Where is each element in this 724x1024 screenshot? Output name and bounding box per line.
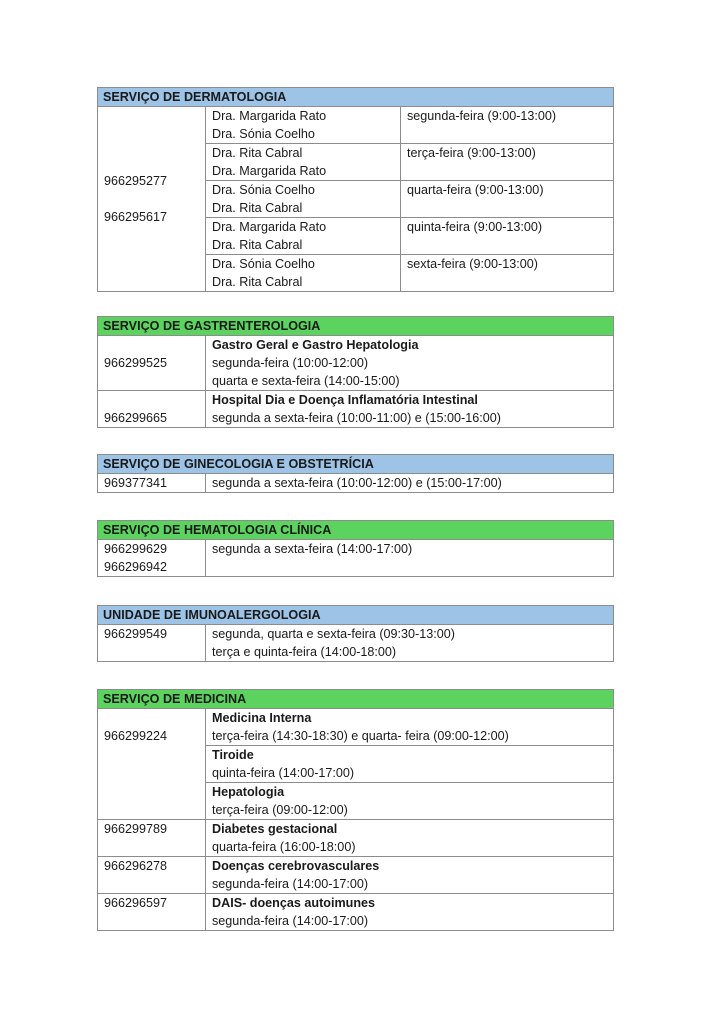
doctor-name: Dra. Margarida Rato — [212, 109, 327, 123]
schedule-cell: quinta-feira (9:00-13:00) — [401, 218, 614, 255]
doctor-name: Dra. Rita Cabral — [212, 146, 303, 160]
phone-cell — [98, 107, 206, 292]
service-heading: Medicina Interna — [212, 711, 312, 725]
doctors-cell — [206, 255, 401, 292]
schedule-cell: sexta-feira (9:00-13:00) — [401, 255, 614, 292]
phone: 966299224 — [104, 729, 168, 743]
dermatologia-table — [97, 87, 614, 292]
phone: 966299629 — [104, 542, 168, 556]
schedule-cell: segunda a sexta-feira (10:00-12:00) e (15:00-17:00) — [206, 474, 614, 493]
service-cell — [206, 391, 614, 428]
service-cell — [206, 820, 614, 857]
gineco-table — [97, 454, 614, 493]
service-heading: Tiroide — [212, 748, 254, 762]
phone-cell: 966299549 — [98, 625, 206, 662]
schedule-cell: terça-feira (9:00-13:00) — [401, 144, 614, 181]
doctors-cell — [206, 218, 401, 255]
schedule-line: quinta-feira (14:00-17:00) — [212, 766, 355, 780]
section-header: SERVIÇO DE HEMATOLOGIA CLÍNICA — [98, 521, 614, 540]
schedule-line: segunda, quarta e sexta-feira (09:30-13:00) — [212, 627, 455, 641]
service-cell — [206, 894, 614, 931]
section-header: UNIDADE DE IMUNOALERGOLOGIA — [98, 606, 614, 625]
service-heading: Diabetes gestacional — [212, 822, 338, 836]
phone-cell: 966299665 — [98, 391, 206, 428]
phone-cell: 966299525 — [98, 336, 206, 391]
schedule-line: quarta e sexta-feira (14:00-15:00) — [212, 374, 400, 388]
phone-cell — [98, 540, 206, 577]
schedule-line: segunda-feira (14:00-17:00) — [212, 877, 369, 891]
section-header: SERVIÇO DE GINECOLOGIA E OBSTETRÍCIA — [98, 455, 614, 474]
phone-cell: 969377341 — [98, 474, 206, 493]
doctor-name: Dra. Rita Cabral — [212, 275, 303, 289]
phone-cell: 966299789 — [98, 820, 206, 857]
doctor-name: Dra. Sónia Coelho — [212, 257, 315, 271]
service-cell — [206, 783, 614, 820]
medicina-table — [97, 689, 614, 931]
service-heading: Hospital Dia e Doença Inflamatória Intestinal — [212, 393, 478, 407]
imuno-table — [97, 605, 614, 662]
phone-cell: 966296278 — [98, 857, 206, 894]
doctor-name: Dra. Sónia Coelho — [212, 183, 315, 197]
doctor-name: Dra. Sónia Coelho — [212, 127, 315, 141]
phone: 966295617 — [104, 210, 168, 224]
section-header: SERVIÇO DE MEDICINA — [98, 690, 614, 709]
section-header: SERVIÇO DE GASTRENTEROLOGIA — [98, 317, 614, 336]
doctor-name: Dra. Margarida Rato — [212, 164, 327, 178]
hemato-table — [97, 520, 614, 577]
phone-cell — [98, 709, 206, 820]
schedule-line: segunda-feira (10:00-12:00) — [212, 356, 369, 370]
service-cell — [206, 709, 614, 746]
schedule-line: terça-feira (09:00-12:00) — [212, 803, 348, 817]
doctors-cell — [206, 181, 401, 218]
doctors-cell — [206, 107, 401, 144]
schedule-line: terça e quinta-feira (14:00-18:00) — [212, 645, 397, 659]
schedule-line: quarta-feira (16:00-18:00) — [212, 840, 356, 854]
service-cell — [206, 746, 614, 783]
schedule-cell: segunda a sexta-feira (14:00-17:00) — [206, 540, 614, 577]
doctor-name: Dra. Rita Cabral — [212, 238, 303, 252]
schedule-cell: segunda-feira (9:00-13:00) — [401, 107, 614, 144]
schedule-cell — [206, 625, 614, 662]
service-heading: Doenças cerebrovasculares — [212, 859, 380, 873]
doctor-name: Dra. Margarida Rato — [212, 220, 327, 234]
doctors-cell — [206, 144, 401, 181]
service-cell — [206, 336, 614, 391]
schedule-line: segunda a sexta-feira (10:00-11:00) e (15:00-16:00) — [212, 411, 501, 425]
service-heading: Gastro Geral e Gastro Hepatologia — [212, 338, 419, 352]
schedule-line: segunda-feira (14:00-17:00) — [212, 914, 369, 928]
phone-cell: 966296597 — [98, 894, 206, 931]
phone: 966296942 — [104, 560, 168, 574]
section-header: SERVIÇO DE DERMATOLOGIA — [98, 88, 614, 107]
gastro-table — [97, 316, 614, 428]
doctor-name: Dra. Rita Cabral — [212, 201, 303, 215]
phone: 966295277 — [104, 174, 168, 188]
service-cell — [206, 857, 614, 894]
service-heading: Hepatologia — [212, 785, 285, 799]
schedule-line: terça-feira (14:30-18:30) e quarta- feira (09:00-12:00) — [212, 729, 509, 743]
service-heading: DAIS- doenças autoimunes — [212, 896, 376, 910]
schedule-cell: quarta-feira (9:00-13:00) — [401, 181, 614, 218]
